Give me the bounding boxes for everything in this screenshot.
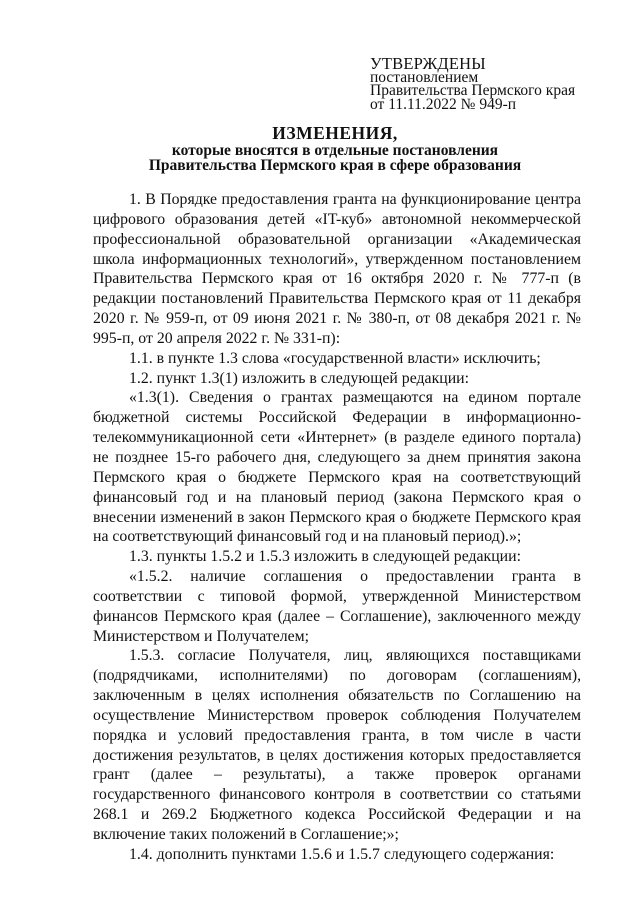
paragraph: 1.5.3. согласие Получателя, лиц, являющихся поставщиками (подрядчиками, исполнителями) по договорам (соглашениям), заключенным в целях исполнения обязательств по Соглашению на осуществление Министерством проверок соблюдения Получателем порядка и условий предоставления гранта, в том числе в части достижения результатов, в целях достижения которых предоставляется грант (далее – результаты), а также проверок органами государственного финансового контроля в соответствии со статьями 268.1 и 269.2 Бюджетного кодекса Российской Федерации и на включение таких положений в Соглашение;»; — [93, 647, 581, 843]
document-body — [93, 190, 581, 865]
approval-heading: УТВЕРЖДЕНЫ — [370, 54, 486, 73]
approval-line: Правительства Пермского края — [370, 82, 576, 99]
approval-stamp — [370, 54, 620, 113]
paragraph: 1.3. пункты 1.5.2 и 1.5.3 изложить в следующей редакции: — [129, 548, 521, 566]
title-main: ИЗМЕНЕНИЯ, — [272, 123, 398, 143]
paragraph: 1.2. пункт 1.3(1) изложить в следующей редакции: — [129, 369, 469, 387]
document-title — [80, 123, 590, 173]
title-subtitle: Правительства Пермского края в сфере образования — [148, 157, 522, 174]
approval-date: от 11.11.2022 № 949-п — [370, 95, 517, 113]
paragraph: «1.3(1). Сведения о грантах размещаются на едином портале бюджетной системы Российской Федерации в информационно-телекоммуникационной сети «Интернет» (в разделе единого портала) не позднее 15-го рабочего дня, следующего за днем принятия закона Пермского края о бюджете Пермского края на соответствующий финансовый год и на плановый период (закона Пермского края о внесении изменений в закон Пермского края о бюджете Пермского края на соответствующий финансовый год и на плановый период).»; — [93, 389, 581, 546]
paragraph: «1.5.2. наличие соглашения о предоставлении гранта в соответствии с типовой формой, утвержденной Министерством финансов Пермского края (далее – Соглашение), заключенного между Министерством и Получателем; — [93, 568, 581, 645]
paragraph: 1.4. дополнить пунктами 1.5.6 и 1.5.7 следующего содержания: — [129, 845, 555, 863]
paragraph: 1.1. в пункте 1.3 слова «государственной власти» исключить; — [129, 349, 541, 367]
approval-line: постановлением — [370, 68, 479, 86]
paragraph: 1. В Порядке предоставления гранта на функционирование центра цифрового образования детей «IT-куб» автономной некоммерческой профессиональной образовательной организации «Академическая школа информационных технологий», утвержденном постановлением Правительства Пермского края от 16 октября 2020 г. № 777-п (в редакции постановлений Правительства Пермского края от 11 декабря 2020 г. № 959-п, от 09 июня 2021 г. № 380-п, от 08 декабря 2021 г. № 995-п, от 20 апреля 2022 г. № 331-п): — [93, 191, 581, 347]
title-subtitle: которые вносятся в отдельные постановления — [171, 142, 499, 159]
